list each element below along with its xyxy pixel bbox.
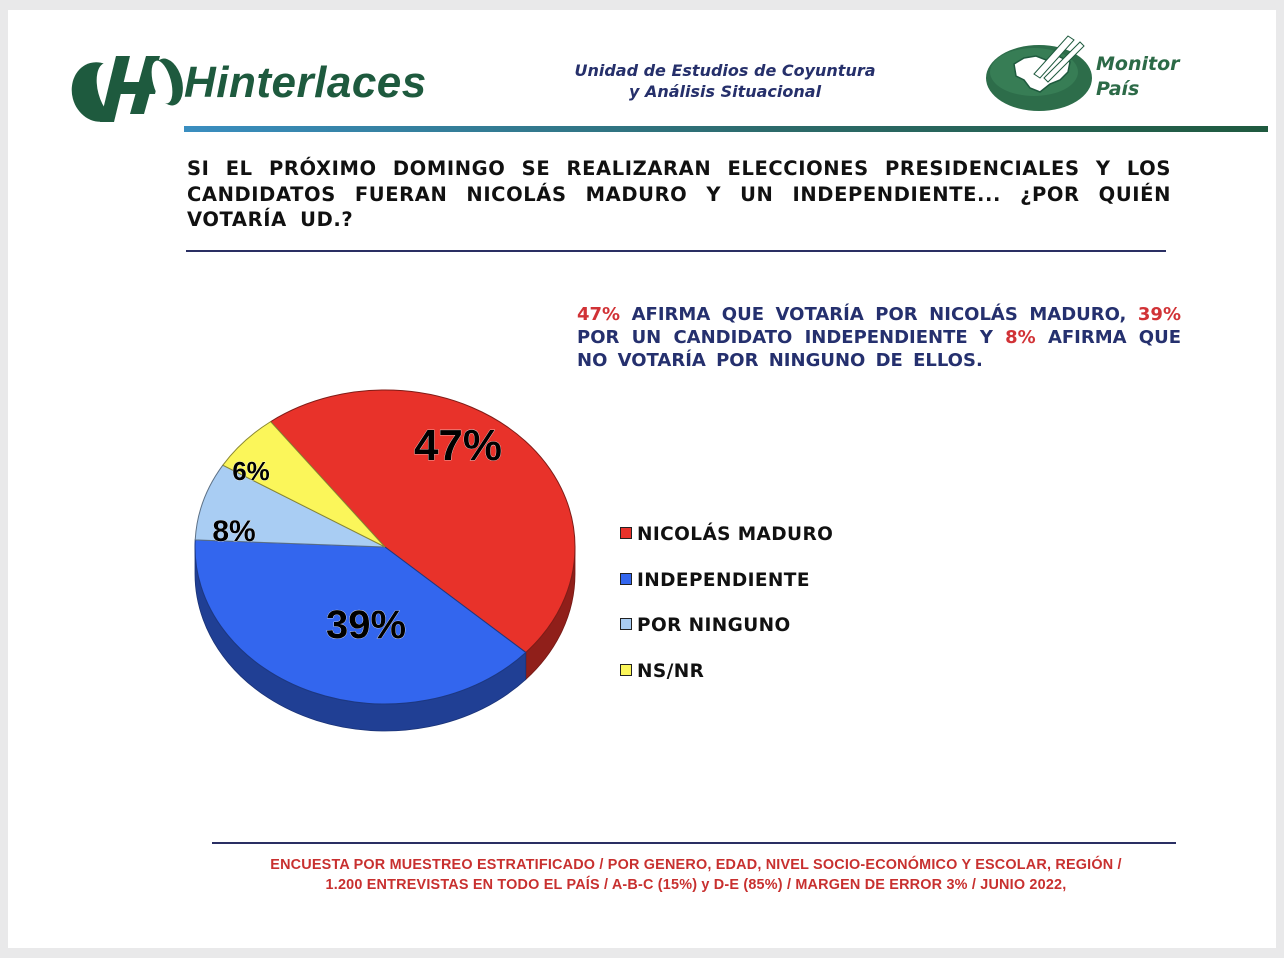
data-label-por-ninguno: 8% bbox=[212, 515, 256, 548]
legend-swatch-independiente bbox=[620, 573, 632, 585]
legend-label-ns-nr: NS/NR bbox=[637, 660, 705, 682]
legend-item-independiente bbox=[620, 570, 810, 590]
summary-pct-independiente: 39% bbox=[1137, 304, 1181, 325]
legend-swatch-nicol-s-maduro bbox=[620, 527, 632, 539]
summary-text-ninguno: AFIRMA QUE NO VOTARÍA POR NINGUNO DE ELLOS. bbox=[577, 327, 1181, 371]
monitor-pais-logo bbox=[984, 34, 1096, 116]
monitor-label-line-1: Monitor bbox=[1096, 53, 1180, 75]
brand-name: Hinterlaces bbox=[184, 58, 427, 107]
summary-text-independiente: POR UN CANDIDATO INDEPENDIENTE Y bbox=[577, 327, 1006, 348]
footer-divider bbox=[212, 842, 1176, 844]
pie-chart bbox=[180, 376, 600, 746]
legend-label-independiente: INDEPENDIENTE bbox=[637, 569, 810, 591]
header-divider bbox=[184, 126, 1268, 132]
summary-text-maduro: AFIRMA QUE VOTARÍA POR NICOLÁS MADURO, bbox=[620, 304, 1127, 325]
data-label-ns-nr: 6% bbox=[232, 456, 270, 486]
unit-line-1: Unidad de Estudios de Coyuntura bbox=[574, 61, 876, 80]
legend-item-nicol-s-maduro bbox=[620, 524, 833, 544]
monitor-label-line-2: País bbox=[1096, 78, 1140, 100]
results-summary bbox=[577, 303, 1181, 372]
question-divider bbox=[186, 250, 1166, 252]
unit-name bbox=[540, 60, 910, 102]
legend-item-ns-nr bbox=[620, 661, 704, 681]
data-label-nicol-s-maduro: 47% bbox=[413, 421, 503, 470]
monitor-pais-label bbox=[1096, 52, 1180, 102]
legend-swatch-ns-nr bbox=[620, 664, 632, 676]
hinterlaces-logo bbox=[70, 52, 186, 126]
methodology-line-1: ENCUESTA POR MUESTREO ESTRATIFICADO / POR GENERO, EDAD, NIVEL SOCIO-ECONÓMICO Y ESCOLAR, REGIÓN / bbox=[270, 857, 1122, 873]
survey-methodology-note bbox=[200, 855, 1192, 895]
summary-pct-ninguno: 8% bbox=[1005, 327, 1036, 348]
legend-label-por-ninguno: POR NINGUNO bbox=[637, 615, 791, 636]
survey-question: SI EL PRÓXIMO DOMINGO SE REALIZARAN ELECCIONES PRESIDENCIALES Y LOS CANDIDATOS FUERAN NICOLÁS MADURO Y UN INDEPENDIENTE... ¿POR QUIÉN VOTARÍA UD.? bbox=[187, 157, 1171, 231]
methodology-line-2: 1.200 ENTREVISTAS EN TODO EL PAÍS / A-B-C (15%) y D-E (85%) / MARGEN DE ERROR 3% / JUNIO 2022, bbox=[325, 877, 1067, 893]
legend-swatch-por-ninguno bbox=[620, 618, 632, 630]
unit-line-2: y Análisis Situacional bbox=[628, 82, 822, 101]
legend-item-por-ninguno bbox=[620, 615, 791, 635]
legend-label-nicol-s-maduro: NICOLÁS MADURO bbox=[637, 524, 834, 545]
summary-pct-maduro: 47% bbox=[577, 304, 621, 325]
data-label-independiente: 39% bbox=[325, 603, 407, 647]
